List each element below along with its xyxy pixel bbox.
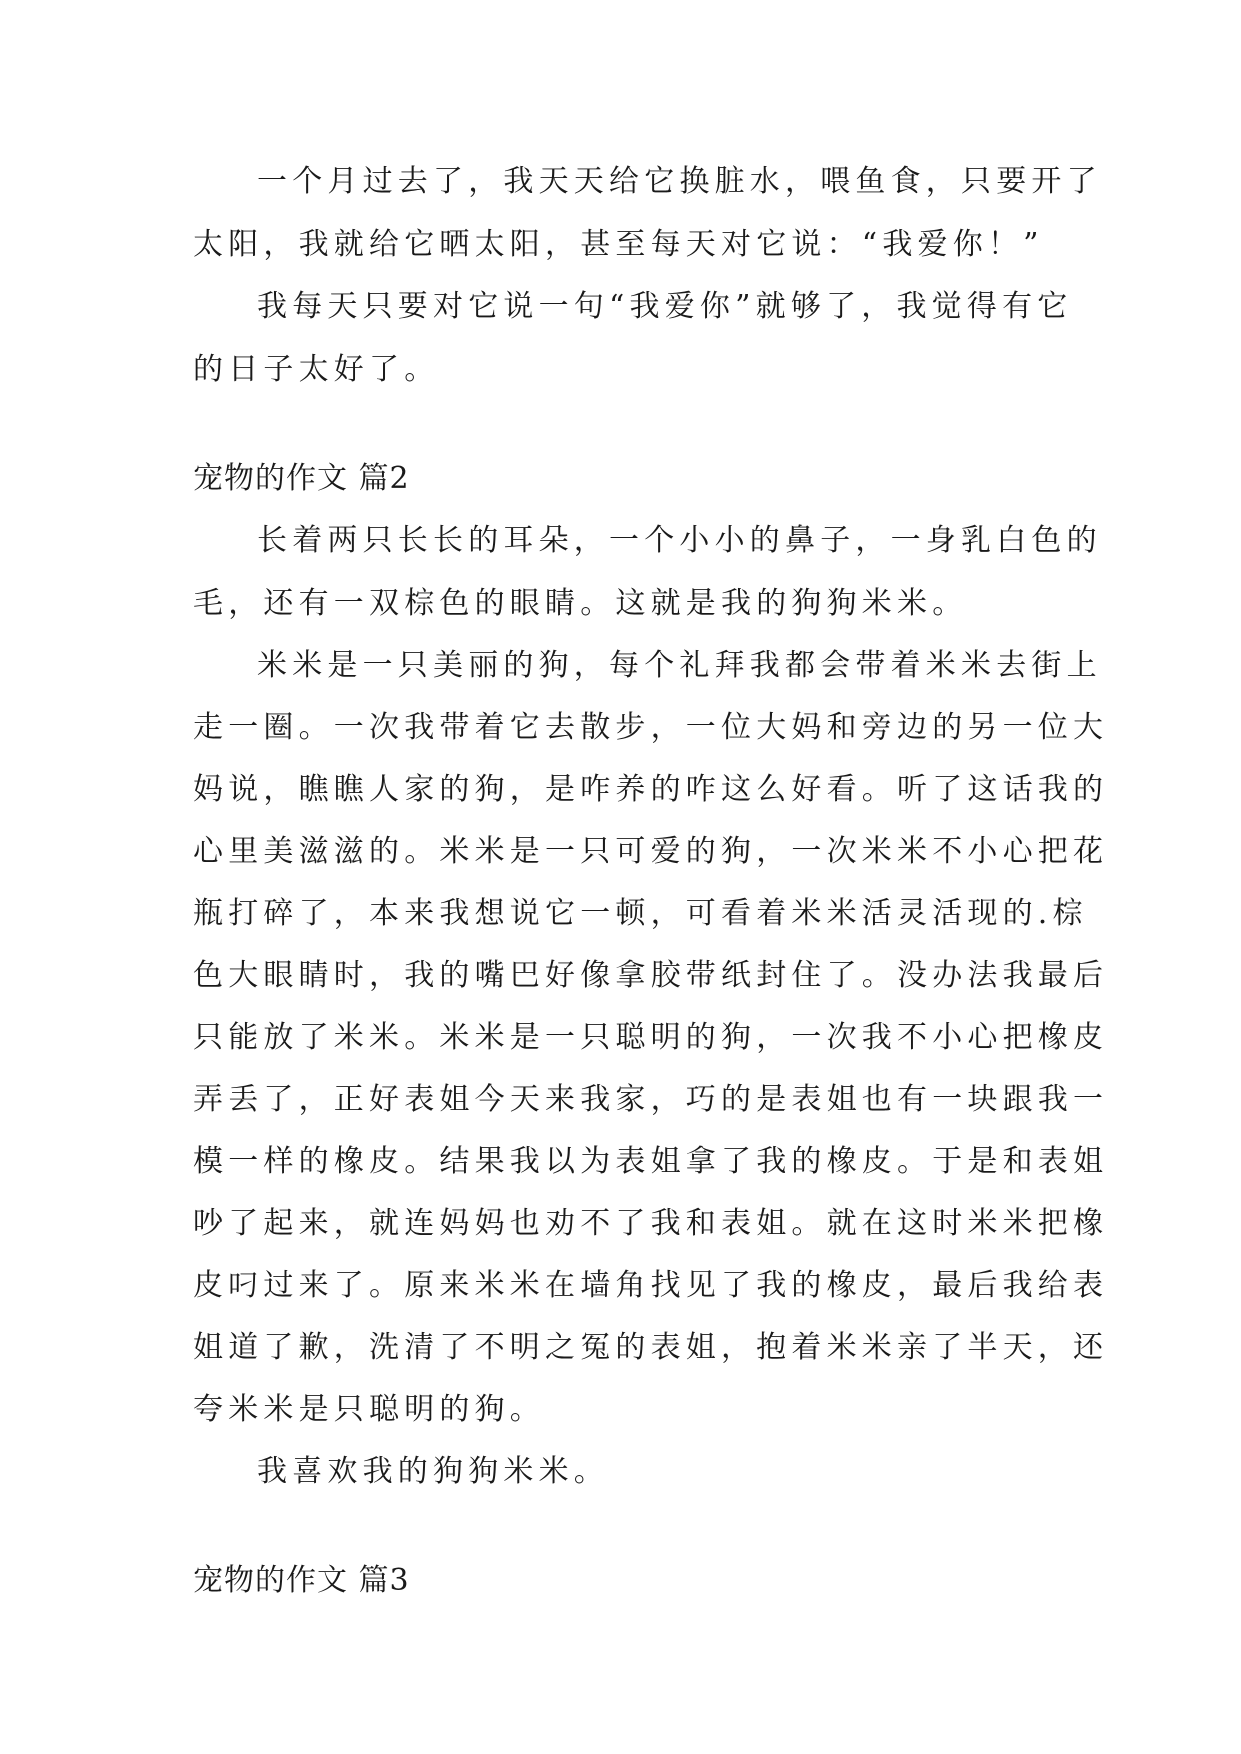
paragraph-line: 走一圈。一次我带着它去散步，一位大妈和旁边的另一位大 bbox=[193, 710, 1109, 745]
paragraph-line: 长着两只长长的耳朵，一个小小的鼻子，一身乳白色的 bbox=[257, 523, 1102, 558]
paragraph-line: 米米是一只美丽的狗，每个礼拜我都会带着米米去街上 bbox=[257, 648, 1102, 683]
paragraph-line: 一个月过去了，我天天给它换脏水，喂鱼食，只要开了 bbox=[257, 164, 1102, 199]
paragraph-line: 色大眼睛时，我的嘴巴好像拿胶带纸封住了。没办法我最后 bbox=[193, 958, 1109, 993]
paragraph-line: 姐道了歉，洗清了不明之冤的表姐，抱着米米亲了半天，还 bbox=[193, 1330, 1109, 1365]
paragraph-line: 弄丢了，正好表姐今天来我家，巧的是表姐也有一块跟我一 bbox=[193, 1082, 1109, 1117]
paragraph-line: 模一样的橡皮。结果我以为表姐拿了我的橡皮。于是和表姐 bbox=[193, 1144, 1109, 1179]
paragraph-line: 太阳，我就给它晒太阳，甚至每天对它说：“我爱你！” bbox=[193, 227, 1044, 262]
paragraph-line: 夸米米是只聪明的狗。 bbox=[193, 1392, 545, 1427]
paragraph-line: 皮叼过来了。原来米米在墙角找见了我的橡皮，最后我给表 bbox=[193, 1268, 1109, 1303]
paragraph-line: 吵了起来，就连妈妈也劝不了我和表姐。就在这时米米把橡 bbox=[193, 1206, 1109, 1241]
paragraph-line: 心里美滋滋的。米米是一只可爱的狗，一次米米不小心把花 bbox=[193, 834, 1109, 869]
paragraph-line: 我每天只要对它说一句“我爱你”就够了，我觉得有它 bbox=[257, 289, 1073, 324]
paragraph-line: 妈说，瞧瞧人家的狗，是咋养的咋这么好看。听了这话我的 bbox=[193, 772, 1109, 807]
paragraph-line: 只能放了米米。米米是一只聪明的狗，一次我不小心把橡皮 bbox=[193, 1020, 1109, 1055]
paragraph-line: 毛，还有一双棕色的眼睛。这就是我的狗狗米米。 bbox=[193, 586, 968, 621]
section-heading: 宠物的作文 篇3 bbox=[193, 1563, 410, 1598]
section-heading: 宠物的作文 篇2 bbox=[193, 461, 410, 496]
paragraph-line: 我喜欢我的狗狗米米。 bbox=[257, 1454, 609, 1489]
paragraph-line: 的日子太好了。 bbox=[193, 352, 440, 387]
paragraph-line: 瓶打碎了，本来我想说它一顿，可看着米米活灵活现的.棕 bbox=[193, 896, 1088, 931]
